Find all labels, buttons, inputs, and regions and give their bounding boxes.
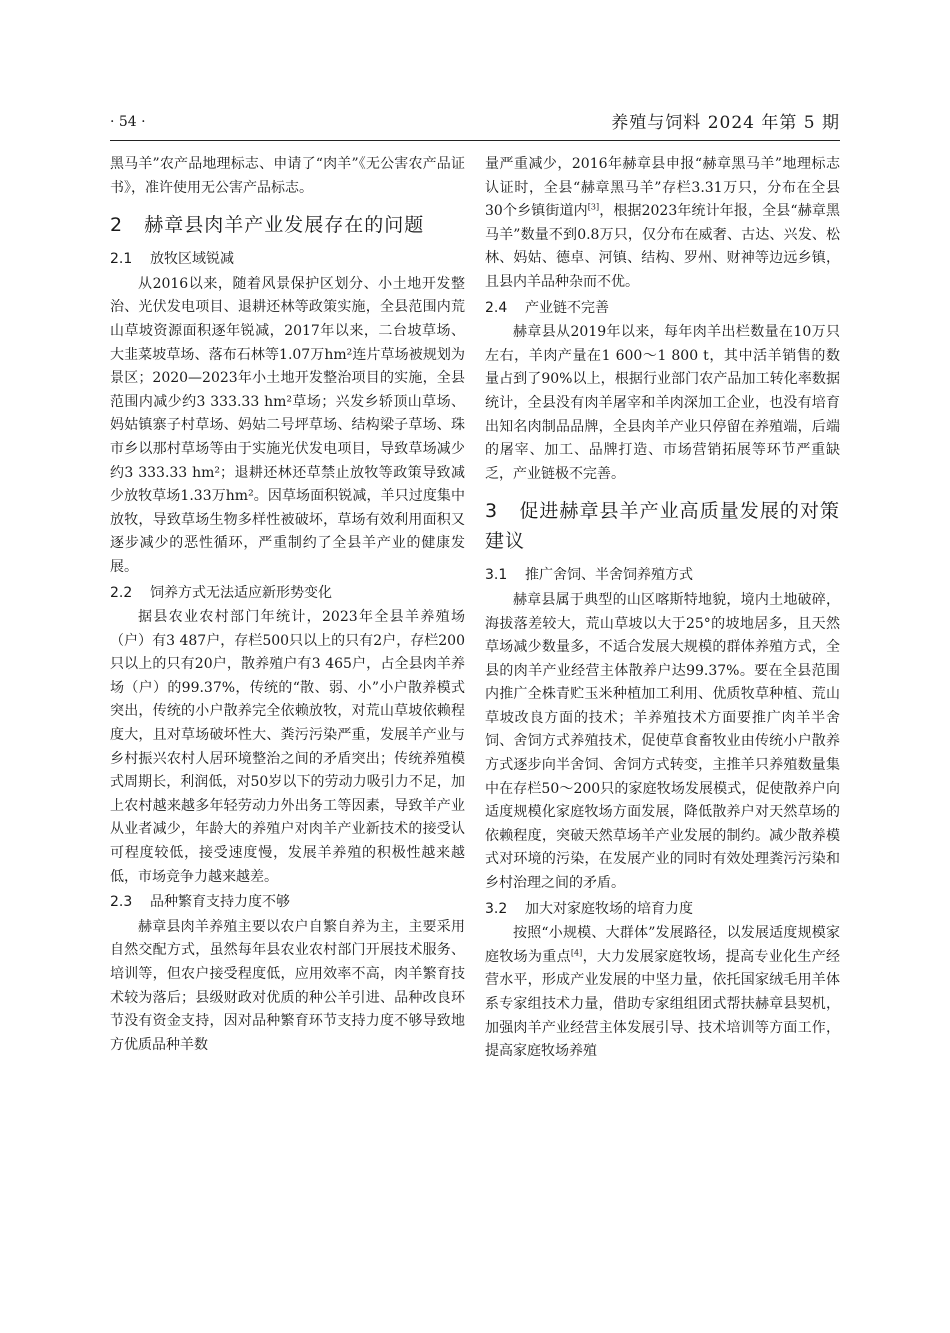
section-number: 3 (485, 500, 499, 523)
subsection-heading-2-1 (110, 248, 465, 272)
subsection-number: 3.2 (485, 900, 508, 917)
subsection-title: 饲养方式无法适应新形势变化 (150, 584, 332, 601)
citation-ref: [3] (587, 202, 600, 212)
paragraph: 黑马羊”农产品地理标志、申请了“肉羊”《无公害农产品证书》，准许使用无公害产品标志。 (110, 156, 465, 196)
subsection-heading-2-3 (110, 891, 465, 915)
subsection-title: 放牧区域锐减 (150, 251, 234, 268)
section-title: 赫章县肉羊产业发展存在的问题 (144, 214, 425, 237)
subsection-heading-3-1 (485, 564, 840, 588)
paragraph: 赫章县肉羊养殖主要以农户自繁自养为主，主要采用自然交配方式，虽然每年县农业农村部门开展技术服务、培训等，但农户接受程度低，应用效率不高，肉羊繁育技术较为落后；县级财政对优质的种公羊引进、品种改良环节没有资金支持，因对品种繁育环节支持力度不够导致地方优质品种羊数 (110, 918, 465, 1053)
right-column (485, 153, 840, 1064)
subsection-number: 2.2 (110, 584, 133, 601)
subsection-title: 加大对家庭牧场的培育力度 (525, 900, 693, 917)
section-title: 促进赫章县羊产业高质量发展的对策建议 (485, 500, 840, 553)
subsection-number: 3.1 (485, 567, 508, 584)
section-heading-3 (485, 496, 840, 556)
subsection-title: 产业链不完善 (525, 299, 609, 316)
citation-ref: [4] (570, 948, 583, 958)
text: ，根据2023年统计年报，全县“赫章黑马羊”数量不到0.8万只，仅分布在威奢、古达、兴发、松林、妈姑、德卓、河镇、结构、罗州、财神等边远乡镇，且县内羊品种杂而不优。 (485, 203, 840, 290)
text: 量严重减少，2016年赫章县申报“赫章黑马羊”地理标志认证时，全县“赫章黑马羊”存栏3.31万只，分布在全县30个乡镇街道内 (485, 156, 840, 220)
subsection-heading-3-2 (485, 898, 840, 922)
subsection-heading-2-2 (110, 582, 465, 606)
page-header (110, 106, 840, 136)
subsection-number: 2.4 (485, 299, 508, 316)
section-heading-2 (110, 210, 465, 240)
paragraph: 从2016以来，随着风景保护区划分、小土地开发整治、光伏发电项目、退耕还林等政策实施，全县范围内荒山草坡资源面积逐年锐减，2017年以来，二台坡草场、大韭菜坡草场、落布石林等1.07万hm²连片草场被规划为景区；2020—2023年小土地开发整治项目的实施，全县范围内减少约3 333.33 hm²草场；兴发乡轿顶山草场、妈姑镇寨子村草场、妈姑二号坪草场、结构梁子草场、珠市乡以那村草场等由于实施光伏发电项目，导致草场减少约3 333.33 hm²；退耕还林还草禁止放牧等政策导致减少放牧草场1.33万hm²。因草场面积锐减，羊只过度集中放牧，导致草场生物多样性被破坏，草场有效利用面积又逐步减少的恶性循环，严重制约了全县羊产业的健康发展。 (110, 275, 465, 575)
subsection-title: 推广舍饲、半舍饲养殖方式 (525, 567, 693, 584)
text: ，大力发展家庭牧场，提高专业化生产经营水平，形成产业发展的中坚力量，依托国家绒毛用羊体系专家组技术力量，借助专家组组团式帮扶赫章县契机，加强肉羊产业经营主体发展引导、技术培训等方面工作，提高家庭牧场养殖 (485, 948, 841, 1060)
paragraph (485, 153, 840, 295)
paragraph: 赫章县属于典型的山区喀斯特地貌，境内土地破碎，海拔落差较大，荒山草坡以大于25°的坡地居多，且天然草场减少数量多，不适合发展大规模的群体养殖方式，全县的肉羊产业经营主体散养户达99.37%。要在全县范围内推广全株青贮玉米种植加工利用、优质牧草种植、荒山草坡改良方面的技术；羊养殖技术方面要推广肉羊半舍饲、舍饲方式养殖技术，促使草食畜牧业由传统小户散养方式逐步向半舍饲、舍饲方式转变，主推羊只养殖数量集中在存栏50～200只的家庭牧场发展模式，促使散养户向适度规模化家庭牧场方面发展，降低散养户对天然草场的依赖程度，突破天然草场羊产业发展的制约。减少散养模式对环境的污染，在发展产业的同时有效处理粪污污染和乡村治理之间的矛盾。 (485, 591, 840, 892)
paragraph: 赫章县从2019年以来，每年肉羊出栏数量在10万只左右，羊肉产量在1 600～1 800 t，其中活羊销售的数量占到了90%以上，根据行业部门农产品加工转化率数据统计，全县没有肉羊屠宰和羊肉深加工企业，也没有培育出知名肉制品品牌，全县肉羊产业只停留在养殖端，后端的屠宰、加工、品牌打造、市场营销拓展等环节严重缺乏，产业链极不完善。 (485, 324, 840, 482)
text: 按照“小规模、大群体”发展路径，以发展适度规模家庭牧场为重点 (485, 925, 840, 965)
subsection-number: 2.1 (110, 251, 133, 268)
page-number: · 54 · (110, 114, 146, 130)
paragraph (485, 922, 840, 1064)
journal-title: 养殖与饲料 2024 年第 5 期 (611, 113, 840, 133)
subsection-number: 2.3 (110, 894, 133, 911)
paragraph: 据县农业农村部门年统计，2023年全县羊养殖场（户）有3 487户，存栏500只以上的只有2户，存栏200只以上的只有20户，散养殖户有3 465户，占全县肉羊养场（户）的99.37%，传统的“散、弱、小”小户散养模式突出，传统的小户散养完全依赖放牧，对荒山草坡依赖程度大，且对草场破坏性大、粪污污染严重，发展羊产业与乡村振兴农村人居环境整治之间的矛盾突出；传统养殖模式周期长，利润低，对50岁以下的劳动力吸引力不足，加上农村越来越多年轻劳动力外出务工等因素，导致羊产业从业者减少，年龄大的养殖户对肉羊产业新技术的接受认可程度较低，接受速度慢，发展羊养殖的积极性越来越低，市场竞争力越来越差。 (110, 609, 465, 885)
header-rule (110, 140, 840, 141)
subsection-heading-2-4 (485, 297, 840, 321)
subsection-title: 品种繁育支持力度不够 (150, 894, 290, 911)
left-column (110, 153, 465, 1057)
section-number: 2 (110, 214, 124, 237)
